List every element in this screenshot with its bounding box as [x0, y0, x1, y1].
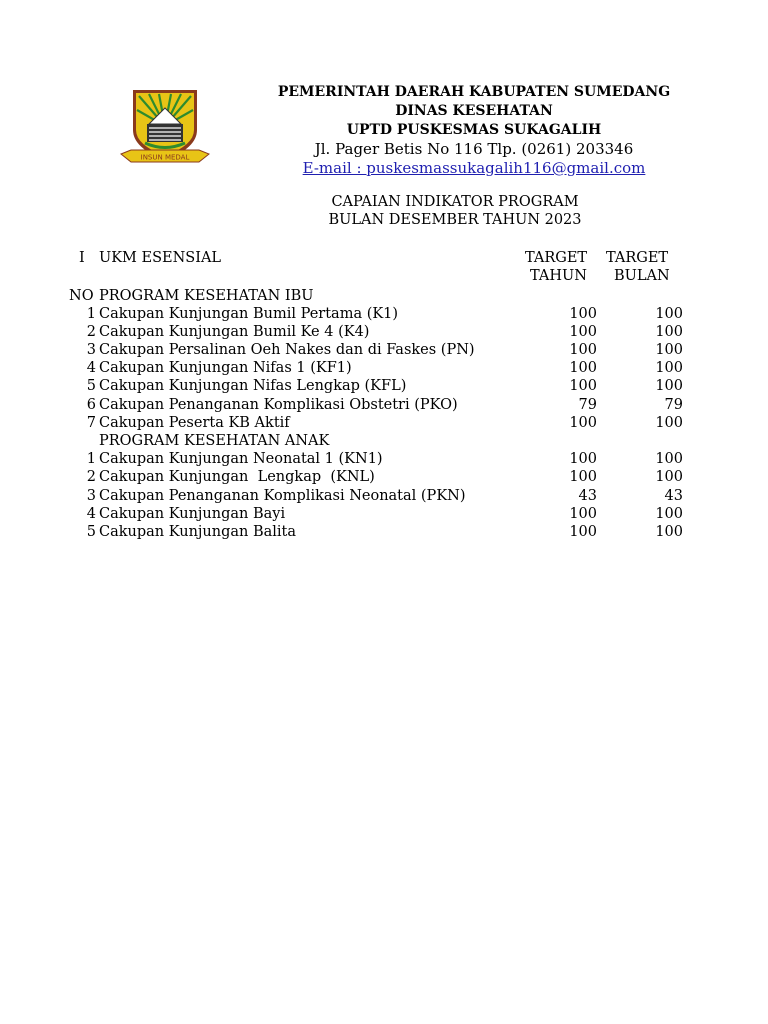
row-target-tahun: 100 — [569, 451, 597, 467]
row-target-bulan: 100 — [655, 506, 683, 522]
row-target-tahun: 100 — [569, 342, 597, 358]
row-no: 1 — [86, 306, 96, 322]
group-name: PROGRAM KESEHATAN ANAK — [99, 433, 330, 449]
row-target-tahun: 43 — [578, 488, 597, 504]
col-target-bulan-line2: BULAN — [614, 268, 670, 284]
row-no: 4 — [86, 506, 96, 522]
kop-email-link[interactable]: E-mail : puskesmassukagalih116@gmail.com — [302, 159, 646, 177]
row-no: 3 — [86, 488, 96, 504]
row-target-bulan: 100 — [655, 342, 683, 358]
group-name: PROGRAM KESEHATAN IBU — [99, 288, 314, 304]
section-number: I — [79, 250, 85, 266]
row-target-tahun: 100 — [569, 378, 597, 394]
row-target-tahun: 100 — [569, 415, 597, 431]
col-target-tahun-line1: TARGET — [525, 250, 588, 266]
row-target-bulan: 100 — [655, 378, 683, 394]
row-target-bulan: 100 — [655, 415, 683, 431]
kop-address: Jl. Pager Betis No 116 Tlp. (0261) 203346 — [314, 140, 634, 158]
row-target-tahun: 100 — [569, 324, 597, 340]
row-label: Cakupan Kunjungan Neonatal 1 (KN1) — [99, 451, 383, 467]
row-label: Cakupan Kunjungan Lengkap (KNL) — [99, 469, 375, 485]
row-target-bulan: 100 — [655, 360, 683, 376]
sumedang-coat-of-arms-icon — [119, 86, 211, 168]
row-label: Cakupan Kunjungan Bayi — [99, 506, 286, 522]
row-label: Cakupan Peserta KB Aktif — [99, 415, 290, 431]
row-target-tahun: 100 — [569, 469, 597, 485]
row-target-tahun: 100 — [569, 306, 597, 322]
row-target-bulan: 100 — [655, 524, 683, 540]
row-no: 4 — [86, 360, 96, 376]
row-no: 7 — [86, 415, 96, 431]
col-no: NO — [69, 288, 94, 304]
row-target-tahun: 100 — [569, 506, 597, 522]
row-no: 3 — [86, 342, 96, 358]
doc-subtitle: BULAN DESEMBER TAHUN 2023 — [328, 212, 582, 228]
row-target-bulan: 43 — [664, 488, 683, 504]
row-target-bulan: 100 — [655, 469, 683, 485]
row-label: Cakupan Kunjungan Bumil Ke 4 (K4) — [99, 324, 370, 340]
row-label: Cakupan Persalinan Oeh Nakes dan di Faskes (PN) — [99, 342, 475, 358]
row-label: Cakupan Penanganan Komplikasi Obstetri (PKO) — [99, 397, 458, 413]
kop-dinas: DINAS KESEHATAN — [395, 103, 553, 119]
row-no: 6 — [86, 397, 96, 413]
logo-motto: INSUN MEDAL — [140, 153, 190, 162]
kop-puskesmas: UPTD PUSKESMAS SUKAGALIH — [346, 122, 602, 138]
row-target-tahun: 100 — [569, 360, 597, 376]
row-label: Cakupan Kunjungan Nifas Lengkap (KFL) — [99, 378, 407, 394]
row-no: 2 — [86, 469, 96, 485]
row-label: Cakupan Kunjungan Nifas 1 (KF1) — [99, 360, 352, 376]
row-label: Cakupan Kunjungan Balita — [99, 524, 297, 540]
row-target-tahun: 100 — [569, 524, 597, 540]
row-target-bulan: 100 — [655, 306, 683, 322]
row-no: 5 — [86, 378, 96, 394]
row-no: 1 — [86, 451, 96, 467]
col-target-tahun-line2: TAHUN — [530, 268, 587, 284]
row-no: 2 — [86, 324, 96, 340]
row-label: Cakupan Kunjungan Bumil Pertama (K1) — [99, 306, 399, 322]
row-target-bulan: 100 — [655, 451, 683, 467]
row-target-bulan: 100 — [655, 324, 683, 340]
row-no: 5 — [86, 524, 96, 540]
col-target-bulan-line1: TARGET — [606, 250, 669, 266]
row-target-tahun: 79 — [578, 397, 597, 413]
section-label: UKM ESENSIAL — [99, 250, 222, 266]
row-label: Cakupan Penanganan Komplikasi Neonatal (PKN) — [99, 488, 466, 504]
kop-pemerintah: PEMERINTAH DAERAH KABUPATEN SUMEDANG — [277, 84, 671, 100]
row-target-bulan: 79 — [664, 397, 683, 413]
doc-title: CAPAIAN INDIKATOR PROGRAM — [331, 194, 579, 210]
